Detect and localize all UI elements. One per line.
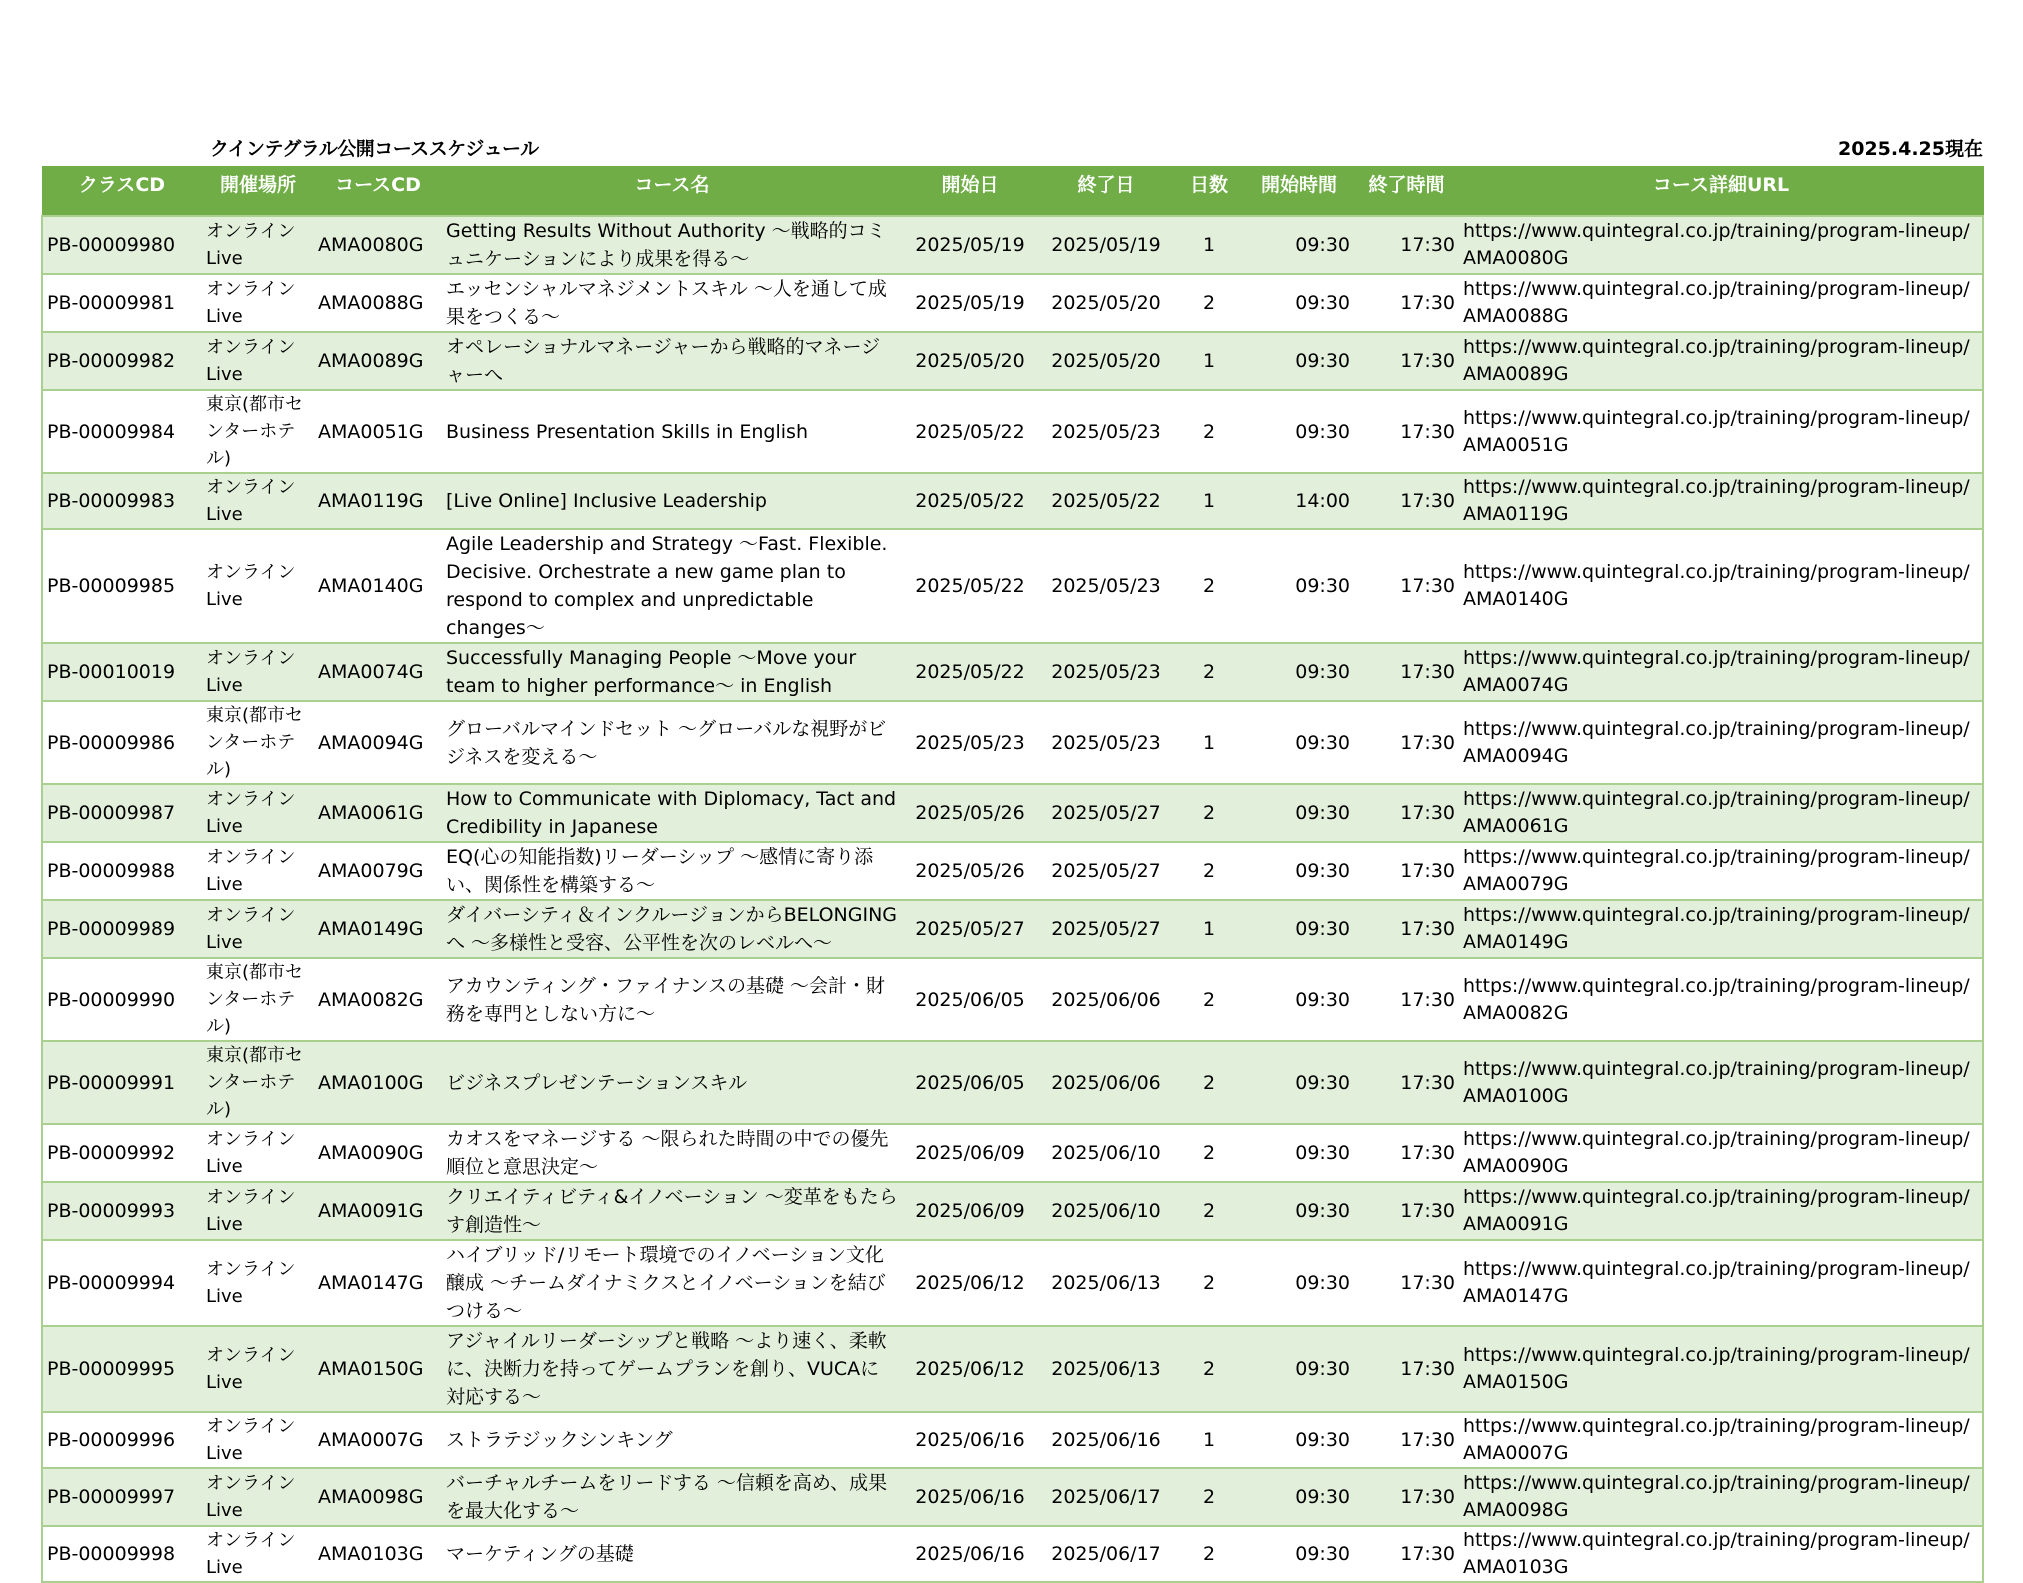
course-cd-cell: AMA0119G [314, 473, 442, 529]
end-date-cell: 2025/06/13 [1038, 1326, 1174, 1412]
course-name-cell: カオスをマネージする ～限られた時間の中での優先順位と意思決定～ [442, 1124, 902, 1182]
days-cell: 2 [1174, 1041, 1244, 1124]
start-time-cell: 09:30 [1244, 900, 1354, 958]
course-url-cell[interactable]: https://www.quintegral.co.jp/training/program-lineup/AMA0094G [1459, 701, 1983, 784]
header-start-date: 開始日 [902, 166, 1038, 216]
end-time-cell: 17:30 [1354, 1526, 1459, 1582]
start-date-cell: 2025/06/16 [902, 1526, 1038, 1582]
start-date-cell: 2025/05/26 [902, 842, 1038, 900]
course-name-cell: Getting Results Without Authority ～戦略的コミュニケーションにより成果を得る～ [442, 216, 902, 274]
header-course-cd: コースCD [314, 166, 442, 216]
course-cd-cell: AMA0007G [314, 1412, 442, 1468]
course-name-cell: ハイブリッド/リモート環境でのイノベーション文化醸成 ～チームダイナミクスとイノベーションを結びつける～ [442, 1240, 902, 1326]
end-time-cell: 17:30 [1354, 784, 1459, 842]
course-cd-cell: AMA0149G [314, 900, 442, 958]
start-date-cell: 2025/06/16 [902, 1412, 1038, 1468]
course-url-cell[interactable]: https://www.quintegral.co.jp/training/program-lineup/AMA0100G [1459, 1041, 1983, 1124]
days-cell: 2 [1174, 1182, 1244, 1240]
venue-cell: オンライン Live [202, 1412, 314, 1468]
table-row [42, 1240, 1983, 1326]
start-date-cell: 2025/05/23 [902, 701, 1038, 784]
course-url-cell[interactable]: https://www.quintegral.co.jp/training/program-lineup/AMA0149G [1459, 900, 1983, 958]
days-cell: 2 [1174, 1326, 1244, 1412]
class-cd-cell: PB-00009997 [42, 1468, 202, 1526]
table-row [42, 1124, 1983, 1182]
class-cd-cell: PB-00009989 [42, 900, 202, 958]
days-cell: 2 [1174, 1526, 1244, 1582]
table-row [42, 1412, 1983, 1468]
venue-cell: オンライン Live [202, 1468, 314, 1526]
course-name-cell: How to Communicate with Diplomacy, Tact and Credibility in Japanese [442, 784, 902, 842]
end-time-cell: 17:30 [1354, 332, 1459, 390]
class-cd-cell: PB-00009984 [42, 390, 202, 473]
start-date-cell: 2025/05/27 [902, 900, 1038, 958]
table-header-row [42, 166, 1983, 216]
venue-cell: オンライン Live [202, 529, 314, 643]
class-cd-cell: PB-00009992 [42, 1124, 202, 1182]
course-url-cell[interactable]: https://www.quintegral.co.jp/training/program-lineup/AMA0082G [1459, 958, 1983, 1041]
start-time-cell: 09:30 [1244, 274, 1354, 332]
course-url-cell[interactable]: https://www.quintegral.co.jp/training/program-lineup/AMA0150G [1459, 1326, 1983, 1412]
class-cd-cell: PB-00009996 [42, 1412, 202, 1468]
course-cd-cell: AMA0100G [314, 1041, 442, 1124]
table-row [42, 701, 1983, 784]
course-cd-cell: AMA0091G [314, 1182, 442, 1240]
start-date-cell: 2025/05/19 [902, 216, 1038, 274]
schedule-table-container [41, 166, 1982, 1583]
days-cell: 2 [1174, 1468, 1244, 1526]
header-class-cd: クラスCD [42, 166, 202, 216]
course-cd-cell: AMA0090G [314, 1124, 442, 1182]
table-row [42, 1182, 1983, 1240]
class-cd-cell: PB-00009987 [42, 784, 202, 842]
days-cell: 1 [1174, 216, 1244, 274]
venue-cell: 東京(都市センターホテル) [202, 1041, 314, 1124]
days-cell: 2 [1174, 643, 1244, 701]
end-time-cell: 17:30 [1354, 643, 1459, 701]
header-course-name: コース名 [442, 166, 902, 216]
class-cd-cell: PB-00009990 [42, 958, 202, 1041]
header-days: 日数 [1174, 166, 1244, 216]
start-time-cell: 09:30 [1244, 842, 1354, 900]
end-time-cell: 17:30 [1354, 900, 1459, 958]
end-time-cell: 17:30 [1354, 1240, 1459, 1326]
days-cell: 2 [1174, 1240, 1244, 1326]
start-date-cell: 2025/06/16 [902, 1468, 1038, 1526]
course-cd-cell: AMA0140G [314, 529, 442, 643]
days-cell: 2 [1174, 390, 1244, 473]
start-time-cell: 09:30 [1244, 1468, 1354, 1526]
course-name-cell: オペレーショナルマネージャーから戦略的マネージャーへ [442, 332, 902, 390]
class-cd-cell: PB-00009986 [42, 701, 202, 784]
venue-cell: オンライン Live [202, 784, 314, 842]
end-date-cell: 2025/05/23 [1038, 701, 1174, 784]
course-cd-cell: AMA0150G [314, 1326, 442, 1412]
days-cell: 1 [1174, 473, 1244, 529]
class-cd-cell: PB-00009994 [42, 1240, 202, 1326]
page-title: クインテグラル公開コーススケジュール [210, 138, 539, 160]
start-date-cell: 2025/05/22 [902, 390, 1038, 473]
course-cd-cell: AMA0089G [314, 332, 442, 390]
class-cd-cell: PB-00009988 [42, 842, 202, 900]
end-time-cell: 17:30 [1354, 473, 1459, 529]
table-row [42, 332, 1983, 390]
table-row [42, 1526, 1983, 1582]
class-cd-cell: PB-00009991 [42, 1041, 202, 1124]
course-url-cell[interactable]: https://www.quintegral.co.jp/training/program-lineup/AMA0098G [1459, 1468, 1983, 1526]
end-date-cell: 2025/05/23 [1038, 643, 1174, 701]
days-cell: 2 [1174, 784, 1244, 842]
course-name-cell: ビジネスプレゼンテーションスキル [442, 1041, 902, 1124]
course-name-cell: エッセンシャルマネジメントスキル ～人を通して成果をつくる～ [442, 274, 902, 332]
end-time-cell: 17:30 [1354, 274, 1459, 332]
start-date-cell: 2025/05/22 [902, 473, 1038, 529]
end-time-cell: 17:30 [1354, 1124, 1459, 1182]
course-cd-cell: AMA0082G [314, 958, 442, 1041]
start-time-cell: 09:30 [1244, 784, 1354, 842]
course-name-cell: Business Presentation Skills in English [442, 390, 902, 473]
start-time-cell: 14:00 [1244, 473, 1354, 529]
course-url-cell[interactable]: https://www.quintegral.co.jp/training/program-lineup/AMA0103G [1459, 1526, 1983, 1582]
start-date-cell: 2025/06/05 [902, 958, 1038, 1041]
end-date-cell: 2025/05/20 [1038, 332, 1174, 390]
course-url-cell[interactable]: https://www.quintegral.co.jp/training/program-lineup/AMA0091G [1459, 1182, 1983, 1240]
course-name-cell: EQ(心の知能指数)リーダーシップ ～感情に寄り添い、関係性を構築する～ [442, 842, 902, 900]
header-venue: 開催場所 [202, 166, 314, 216]
start-time-cell: 09:30 [1244, 1412, 1354, 1468]
start-date-cell: 2025/05/19 [902, 274, 1038, 332]
class-cd-cell: PB-00009980 [42, 216, 202, 274]
course-cd-cell: AMA0079G [314, 842, 442, 900]
venue-cell: オンライン Live [202, 643, 314, 701]
course-url-cell[interactable]: https://www.quintegral.co.jp/training/program-lineup/AMA0119G [1459, 473, 1983, 529]
end-date-cell: 2025/06/16 [1038, 1412, 1174, 1468]
class-cd-cell: PB-00010019 [42, 643, 202, 701]
start-date-cell: 2025/05/22 [902, 643, 1038, 701]
end-date-cell: 2025/06/17 [1038, 1526, 1174, 1582]
days-cell: 2 [1174, 274, 1244, 332]
start-date-cell: 2025/05/26 [902, 784, 1038, 842]
end-time-cell: 17:30 [1354, 1326, 1459, 1412]
end-date-cell: 2025/06/06 [1038, 958, 1174, 1041]
start-time-cell: 09:30 [1244, 958, 1354, 1041]
days-cell: 2 [1174, 529, 1244, 643]
course-name-cell: アジャイルリーダーシップと戦略 ～より速く、柔軟に、決断力を持ってゲームプランを創り、VUCAに対応する～ [442, 1326, 902, 1412]
venue-cell: オンライン Live [202, 216, 314, 274]
course-url-cell[interactable]: https://www.quintegral.co.jp/training/program-lineup/AMA0147G [1459, 1240, 1983, 1326]
venue-cell: オンライン Live [202, 274, 314, 332]
start-time-cell: 09:30 [1244, 529, 1354, 643]
course-url-cell[interactable]: https://www.quintegral.co.jp/training/program-lineup/AMA0051G [1459, 390, 1983, 473]
venue-cell: 東京(都市センターホテル) [202, 958, 314, 1041]
course-cd-cell: AMA0051G [314, 390, 442, 473]
class-cd-cell: PB-00009985 [42, 529, 202, 643]
table-row [42, 274, 1983, 332]
venue-cell: 東京(都市センターホテル) [202, 701, 314, 784]
start-time-cell: 09:30 [1244, 390, 1354, 473]
table-row [42, 216, 1983, 274]
end-date-cell: 2025/06/10 [1038, 1182, 1174, 1240]
end-date-cell: 2025/06/13 [1038, 1240, 1174, 1326]
venue-cell: オンライン Live [202, 900, 314, 958]
course-cd-cell: AMA0088G [314, 274, 442, 332]
start-time-cell: 09:30 [1244, 643, 1354, 701]
course-url-cell[interactable]: https://www.quintegral.co.jp/training/program-lineup/AMA0088G [1459, 274, 1983, 332]
course-name-cell: アカウンティング・ファイナンスの基礎 ～会計・財務を専門としない方に～ [442, 958, 902, 1041]
course-cd-cell: AMA0061G [314, 784, 442, 842]
header-url: コース詳細URL [1459, 166, 1983, 216]
end-time-cell: 17:30 [1354, 1182, 1459, 1240]
course-name-cell: バーチャルチームをリードする ～信頼を高め、成果を最大化する～ [442, 1468, 902, 1526]
end-date-cell: 2025/05/27 [1038, 784, 1174, 842]
end-date-cell: 2025/05/22 [1038, 473, 1174, 529]
start-date-cell: 2025/05/22 [902, 529, 1038, 643]
venue-cell: オンライン Live [202, 473, 314, 529]
end-time-cell: 17:30 [1354, 1041, 1459, 1124]
start-time-cell: 09:30 [1244, 332, 1354, 390]
class-cd-cell: PB-00009981 [42, 274, 202, 332]
table-row [42, 529, 1983, 643]
start-time-cell: 09:30 [1244, 1240, 1354, 1326]
table-row [42, 1326, 1983, 1412]
table-body [42, 216, 1983, 1582]
course-url-cell[interactable]: https://www.quintegral.co.jp/training/program-lineup/AMA0061G [1459, 784, 1983, 842]
course-cd-cell: AMA0074G [314, 643, 442, 701]
end-date-cell: 2025/05/23 [1038, 390, 1174, 473]
venue-cell: オンライン Live [202, 332, 314, 390]
venue-cell: オンライン Live [202, 1526, 314, 1582]
days-cell: 2 [1174, 1124, 1244, 1182]
course-cd-cell: AMA0098G [314, 1468, 442, 1526]
start-date-cell: 2025/06/09 [902, 1182, 1038, 1240]
start-time-cell: 09:30 [1244, 1182, 1354, 1240]
header-end-time: 終了時間 [1354, 166, 1459, 216]
class-cd-cell: PB-00009995 [42, 1326, 202, 1412]
schedule-table [41, 166, 1984, 1583]
end-date-cell: 2025/06/06 [1038, 1041, 1174, 1124]
class-cd-cell: PB-00009998 [42, 1526, 202, 1582]
table-row [42, 842, 1983, 900]
end-date-cell: 2025/05/27 [1038, 842, 1174, 900]
start-date-cell: 2025/06/09 [902, 1124, 1038, 1182]
start-date-cell: 2025/06/12 [902, 1326, 1038, 1412]
start-time-cell: 09:30 [1244, 1041, 1354, 1124]
header-end-date: 終了日 [1038, 166, 1174, 216]
venue-cell: オンライン Live [202, 1326, 314, 1412]
course-url-cell[interactable]: https://www.quintegral.co.jp/training/program-lineup/AMA0080G [1459, 216, 1983, 274]
table-row [42, 784, 1983, 842]
course-name-cell: ストラテジックシンキング [442, 1412, 902, 1468]
start-time-cell: 09:30 [1244, 1526, 1354, 1582]
start-time-cell: 09:30 [1244, 1326, 1354, 1412]
venue-cell: オンライン Live [202, 1240, 314, 1326]
end-date-cell: 2025/05/27 [1038, 900, 1174, 958]
start-date-cell: 2025/05/20 [902, 332, 1038, 390]
end-time-cell: 17:30 [1354, 216, 1459, 274]
table-row [42, 390, 1983, 473]
end-time-cell: 17:30 [1354, 1412, 1459, 1468]
course-cd-cell: AMA0147G [314, 1240, 442, 1326]
course-name-cell: Agile Leadership and Strategy ～Fast. Flexible. Decisive. Orchestrate a new game plan to respond to complex and unpredictable changes～ [442, 529, 902, 643]
start-time-cell: 09:30 [1244, 701, 1354, 784]
start-time-cell: 09:30 [1244, 1124, 1354, 1182]
venue-cell: オンライン Live [202, 842, 314, 900]
end-time-cell: 17:30 [1354, 1468, 1459, 1526]
venue-cell: 東京(都市センターホテル) [202, 390, 314, 473]
table-row [42, 1468, 1983, 1526]
table-row [42, 643, 1983, 701]
course-url-cell[interactable]: https://www.quintegral.co.jp/training/program-lineup/AMA0079G [1459, 842, 1983, 900]
venue-cell: オンライン Live [202, 1124, 314, 1182]
end-time-cell: 17:30 [1354, 842, 1459, 900]
end-time-cell: 17:30 [1354, 958, 1459, 1041]
table-row [42, 473, 1983, 529]
course-name-cell: [Live Online] Inclusive Leadership [442, 473, 902, 529]
course-url-cell[interactable]: https://www.quintegral.co.jp/training/program-lineup/AMA0007G [1459, 1412, 1983, 1468]
end-date-cell: 2025/05/23 [1038, 529, 1174, 643]
days-cell: 2 [1174, 842, 1244, 900]
table-row [42, 1041, 1983, 1124]
course-cd-cell: AMA0080G [314, 216, 442, 274]
course-name-cell: Successfully Managing People ～Move your team to higher performance～ in English [442, 643, 902, 701]
course-name-cell: グローバルマインドセット ～グローバルな視野がビジネスを変える～ [442, 701, 902, 784]
class-cd-cell: PB-00009993 [42, 1182, 202, 1240]
venue-cell: オンライン Live [202, 1182, 314, 1240]
end-time-cell: 17:30 [1354, 390, 1459, 473]
end-date-cell: 2025/05/19 [1038, 216, 1174, 274]
course-url-cell[interactable]: https://www.quintegral.co.jp/training/program-lineup/AMA0140G [1459, 529, 1983, 643]
end-time-cell: 17:30 [1354, 529, 1459, 643]
course-cd-cell: AMA0094G [314, 701, 442, 784]
days-cell: 1 [1174, 701, 1244, 784]
class-cd-cell: PB-00009982 [42, 332, 202, 390]
table-row [42, 958, 1983, 1041]
days-cell: 2 [1174, 958, 1244, 1041]
as-of-date: 2025.4.25現在 [1838, 138, 1983, 160]
course-name-cell: クリエイティビティ&イノベーション ～変革をもたらす創造性～ [442, 1182, 902, 1240]
header-start-time: 開始時間 [1244, 166, 1354, 216]
days-cell: 1 [1174, 1412, 1244, 1468]
end-time-cell: 17:30 [1354, 701, 1459, 784]
days-cell: 1 [1174, 900, 1244, 958]
start-time-cell: 09:30 [1244, 216, 1354, 274]
end-date-cell: 2025/06/10 [1038, 1124, 1174, 1182]
start-date-cell: 2025/06/12 [902, 1240, 1038, 1326]
course-url-cell[interactable]: https://www.quintegral.co.jp/training/program-lineup/AMA0090G [1459, 1124, 1983, 1182]
class-cd-cell: PB-00009983 [42, 473, 202, 529]
days-cell: 1 [1174, 332, 1244, 390]
end-date-cell: 2025/06/17 [1038, 1468, 1174, 1526]
end-date-cell: 2025/05/20 [1038, 274, 1174, 332]
start-date-cell: 2025/06/05 [902, 1041, 1038, 1124]
course-name-cell: マーケティングの基礎 [442, 1526, 902, 1582]
course-name-cell: ダイバーシティ＆インクルージョンからBELONGINGへ ～多様性と受容、公平性を次のレベルへ～ [442, 900, 902, 958]
course-cd-cell: AMA0103G [314, 1526, 442, 1582]
course-url-cell[interactable]: https://www.quintegral.co.jp/training/program-lineup/AMA0089G [1459, 332, 1983, 390]
course-url-cell[interactable]: https://www.quintegral.co.jp/training/program-lineup/AMA0074G [1459, 643, 1983, 701]
table-row [42, 900, 1983, 958]
